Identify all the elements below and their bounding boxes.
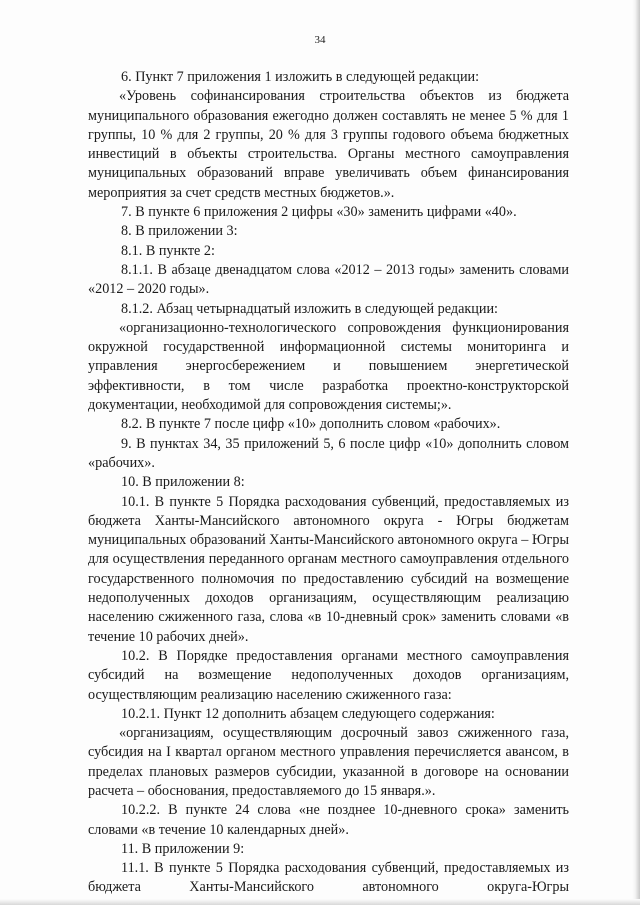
paragraph-item-8: 8. В приложении 3: bbox=[121, 223, 238, 240]
paragraph-item-11: 11. В приложении 9: bbox=[121, 840, 245, 857]
paragraph-item-10-2-2: 10.2.2. В пункте 24 слова «не позднее 10-дневного срока» заменить словами «в течение 10 календарных дней». bbox=[88, 802, 569, 838]
paragraph-quote-gas-advance: «организациям, осуществляющим досрочный завоз сжиженного газа, субсидия на I квартал органом местного управления перечисляется авансом, в пределах плановых размеров субсидии, указанной в договоре на основании расчета – обоснования, предоставляемого до 15 января.». bbox=[88, 725, 569, 799]
paragraph-item-6: 6. Пункт 7 приложения 1 изложить в следующей редакции: bbox=[121, 69, 480, 85]
paragraph-item-8-1: 8.1. В пункте 2: bbox=[121, 242, 215, 259]
page-bottom-shadow bbox=[0, 899, 640, 905]
paragraph-item-10-2-1: 10.2.1. Пункт 12 дополнить абзацем следующего содержания: bbox=[121, 705, 495, 722]
paragraph-item-8-1-2: 8.1.2. Абзац четырнадцатый изложить в следующей редакции: bbox=[121, 300, 498, 317]
paragraph-item-10-2: 10.2. В Порядке предоставления органами местного самоуправления субсидий на возмещение недополученных доходов организациям, осуществляющим реализацию населению сжиженного газа: bbox=[88, 647, 569, 703]
paragraph-item-8-1-1: 8.1.1. В абзаце двенадцатом слова «2012 – 2013 годы» заменить словами «2012 – 2020 годы». bbox=[88, 261, 569, 298]
page-number: 34 bbox=[314, 34, 326, 46]
document-body bbox=[88, 68, 569, 898]
paragraph-item-10: 10. В приложении 8: bbox=[121, 474, 245, 491]
paragraph-quote-cofinancing: «Уровень софинансирования строительства объектов из бюджета муниципального образования ежегодно должен составлять не менее 5 % для 1 группы, 10 % для 2 группы, 20 % для 3 группы годового объема бюджетных инвестиций в объекты строительства. Органы местного самоуправления муниципальных образований вправе увеличивать объем финансирования мероприятия за счет средств местных бюджетов.». bbox=[88, 88, 569, 201]
paragraph-item-11-1: 11.1. В пункте 5 Порядка расходования субвенций, предоставляемых из бюджета Ханты-Мансийского автономного округа-Югры bbox=[88, 860, 569, 896]
paragraph-item-10-1: 10.1. В пункте 5 Порядка расходования субвенций, предоставляемых из бюджета Ханты-Мансийского автономного округа - Югры бюджетам муниципальных образований Ханты-Мансийского автономного округа – Югры для осуществления переданного органам местного самоуправления отдельного государственного полномочия по предоставлению субсидий на возмещение недополученных доходов организациям, осуществляющим реализацию населению сжиженного газа, слова «в 10-дневный срок» заменить словами «в течение 10 рабочих дней». bbox=[88, 493, 569, 645]
paragraph-item-8-2: 8.2. В пункте 7 после цифр «10» дополнить словом «рабочих». bbox=[121, 416, 501, 433]
paragraph-quote-monitoring: «организационно-технологического сопровождения функционирования окружной государственной информационной системы мониторинга и управления энергосбережением и повышением энергетической эффективности, в том числе разработка проектно-конструкторской документации, необходимой для сопровождения системы;». bbox=[88, 319, 569, 414]
paragraph-item-7: 7. В пункте 6 приложения 2 цифры «30» заменить цифрами «40». bbox=[121, 204, 517, 221]
page-edge-shadow bbox=[632, 0, 640, 905]
paragraph-item-9: 9. В пунктах 34, 35 приложений 5, 6 после цифр «10» дополнить словом «рабочих». bbox=[88, 435, 569, 471]
